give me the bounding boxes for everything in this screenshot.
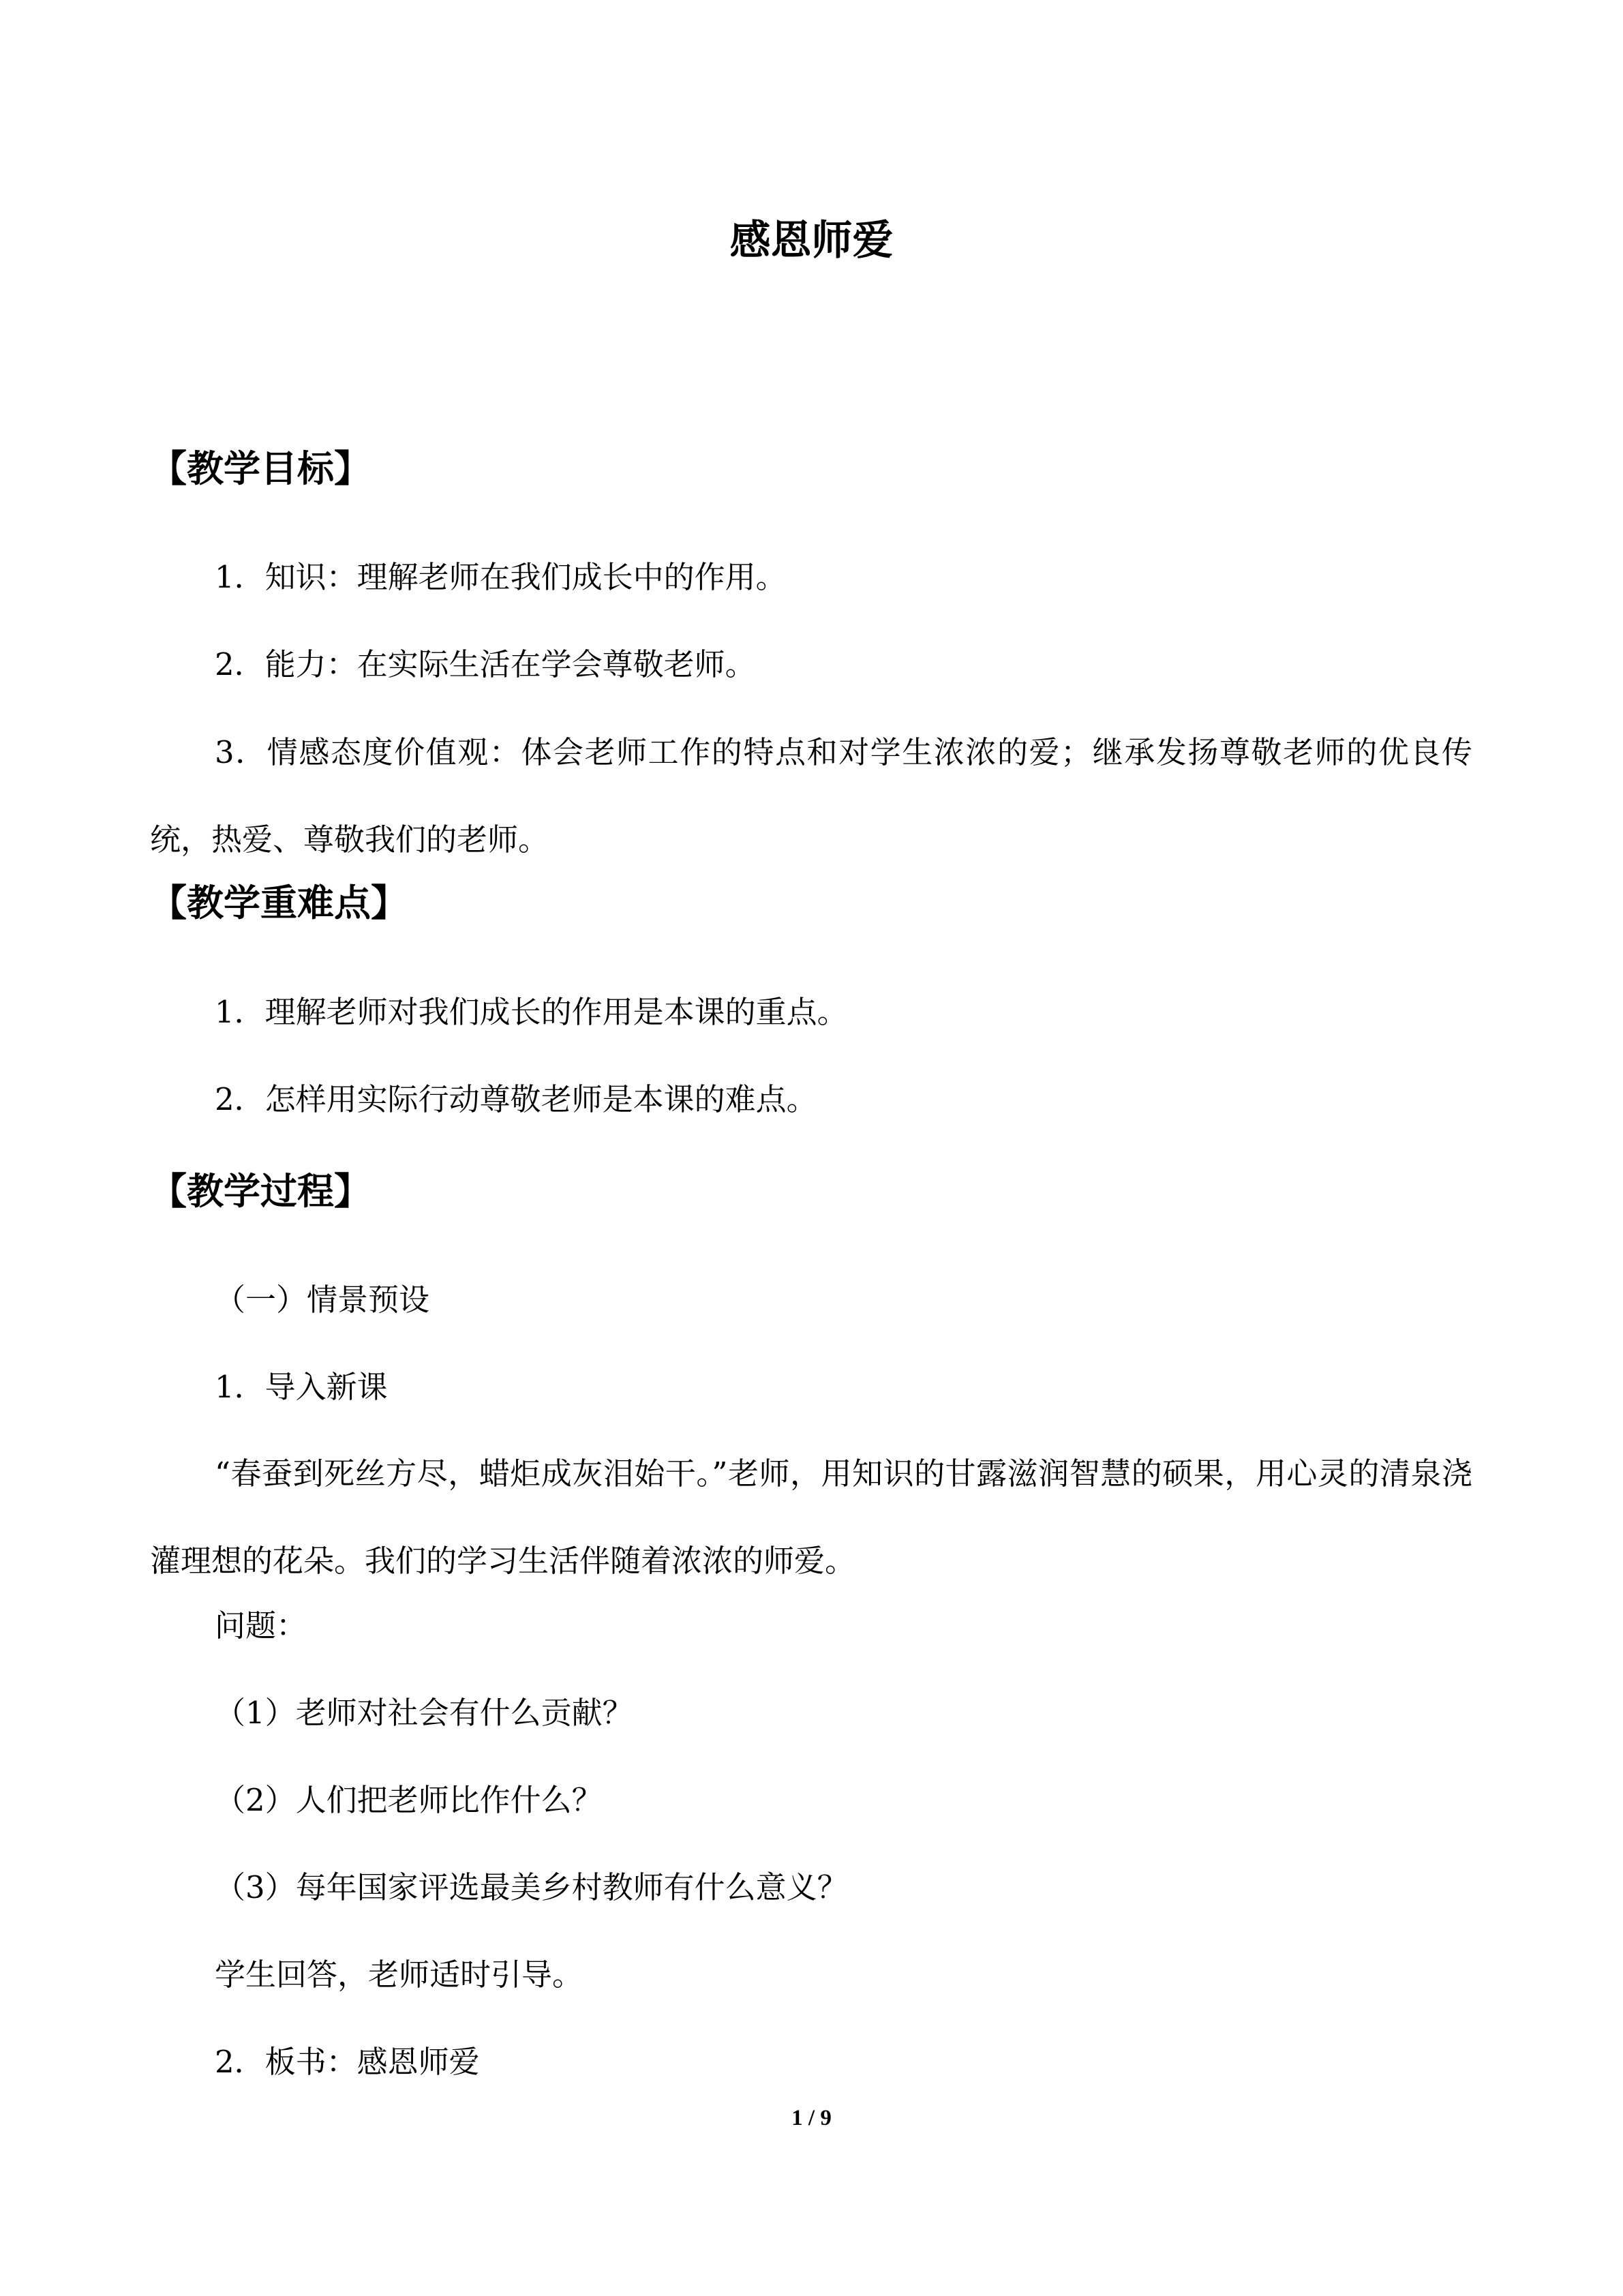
document-title: 感恩师爱 xyxy=(729,217,894,265)
key-point-item: 1．理解老师对我们成长的作用是本课的重点。 xyxy=(215,994,848,1030)
key-point-item: 2．怎样用实际行动尊敬老师是本课的难点。 xyxy=(215,1081,817,1117)
questions-label: 问题： xyxy=(215,1607,307,1644)
question-item: （1）老师对社会有什么贡献？ xyxy=(215,1695,633,1731)
objective-item: 1．知识：理解老师在我们成长中的作用。 xyxy=(215,559,787,595)
objective-item: 3．情感态度价值观：体会老师工作的特点和对学生浓浓的爱；继承发扬尊敬老师的优良传统，热爱、尊敬我们的老师。 xyxy=(150,734,1472,858)
objective-item: 2．能力：在实际生活在学会尊敬老师。 xyxy=(215,646,756,682)
process-step: 1．导入新课 xyxy=(215,1369,388,1405)
question-item: （2）人们把老师比作什么？ xyxy=(215,1782,603,1818)
page-number: 1 / 9 xyxy=(791,2106,832,2130)
question-item: （3）每年国家评选最美乡村教师有什么意义？ xyxy=(215,1869,848,1905)
section-heading-process: 【教学过程】 xyxy=(150,1170,371,1213)
section-heading-objectives: 【教学目标】 xyxy=(150,447,371,490)
process-subsection: （一）情景预设 xyxy=(215,1282,430,1318)
section-heading-key-points: 【教学重难点】 xyxy=(150,881,408,924)
process-step: 2．板书：感恩师爱 xyxy=(215,2044,480,2080)
quote-paragraph: “春蚕到死丝方尽，蜡炬成灰泪始干。”老师，用知识的甘露滋润智慧的硕果，用心灵的清泉浇灌理想的花朵。我们的学习生活伴随着浓浓的师爱。 xyxy=(150,1455,1472,1579)
student-answer: 学生回答，老师适时引导。 xyxy=(215,1957,583,1993)
